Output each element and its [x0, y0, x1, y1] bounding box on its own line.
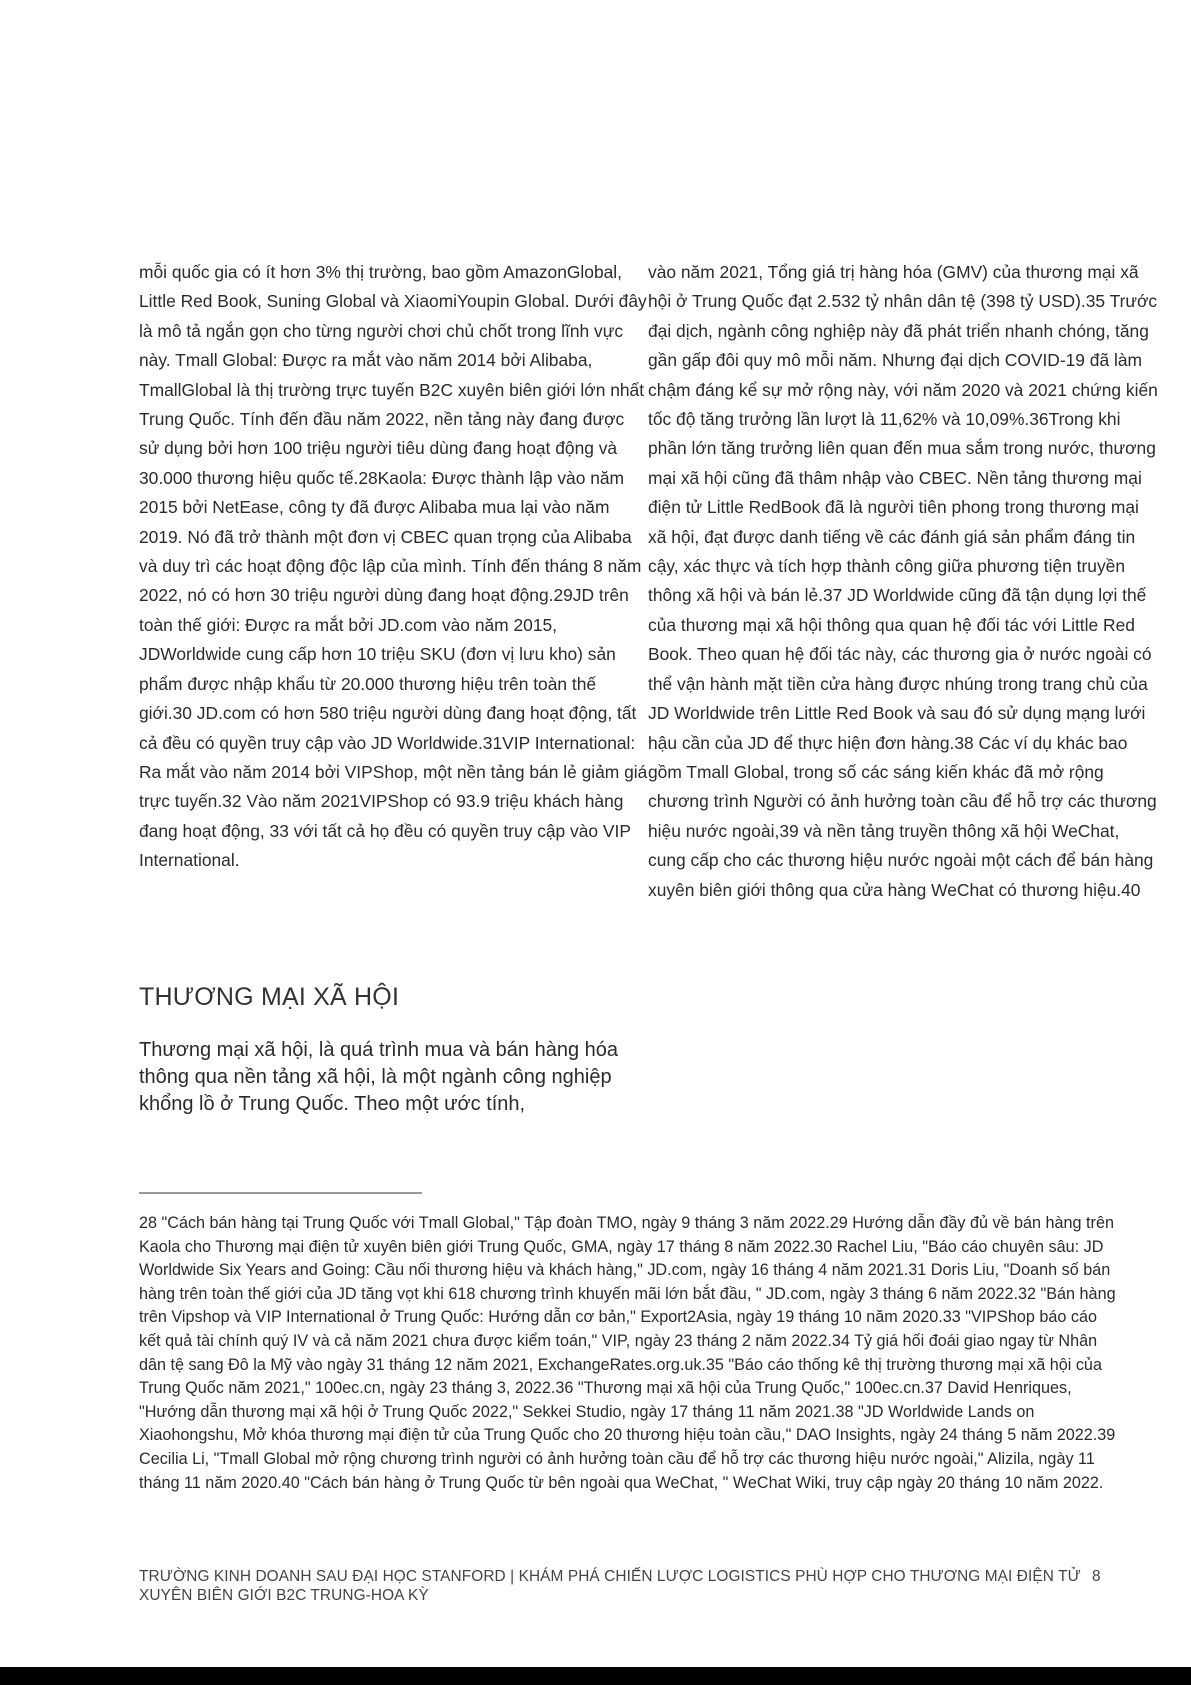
right-column: [648, 258, 1158, 905]
footnotes: 28 "Cách bán hàng tại Trung Quốc với Tmall Global," Tập đoàn TMO, ngày 9 tháng 3 năm 2022.29 Hướng dẫn đầy đủ về bán hàng trên Kaola cho Thương mại điện tử xuyên biên giới Trung Quốc, GMA, ngày 17 tháng 8 năm 2022.30 Rachel Liu, "Báo cáo chuyên sâu: JD Worldwide Six Years and Going: Cầu nối thương hiệu và khách hàng," JD.com, ngày 16 tháng 4 năm 2021.31 Doris Liu, "Doanh số bán hàng trên toàn thế giới của JD tăng vọt khi 618 chương trình khuyến mãi lớn bắt đầu, " JD.com, ngày 3 tháng 6 năm 2022.32 "Bán hàng trên Vipshop và VIP International ở Trung Quốc: Hướng dẫn cơ bản," Export2Asia, ngày 19 tháng 10 năm 2020.33 "VIPShop báo cáo kết quả tài chính quý IV và cả năm 2021 chưa được kiểm toán," VIP, ngày 23 tháng 2 năm 2022.34 Tỷ giá hối đoái giao ngay từ Nhân dân tệ sang Đô la Mỹ vào ngày 31 tháng 12 năm 2021, ExchangeRates.org.uk.35 "Báo cáo thống kê thị trường thương mại xã hội của Trung Quốc năm 2021," 100ec.cn, ngày 23 tháng 3, 2022.36 "Thương mại xã hội của Trung Quốc," 100ec.cn.37 David Henriques, "Hướng dẫn thương mại xã hội ở Trung Quốc 2022," Sekkei Studio, ngày 17 tháng 11 năm 2021.38 "JD Worldwide Lands on Xiaohongshu, Mở khóa thương mại điện tử của Trung Quốc cho 20 thương hiệu toàn cầu," DAO Insights, ngày 24 tháng 5 năm 2022.39 Cecilia Li, "Tmall Global mở rộng chương trình người có ảnh hưởng toàn cầu để hỗ trợ các thương hiệu nước ngoài," Alizila, ngày 11 tháng 11 năm 2020.40 "Cách bán hàng ở Trung Quốc từ bên ngoài qua WeChat, " WeChat Wiki, truy cập ngày 20 tháng 10 năm 2022.: [139, 1214, 1116, 1492]
section-lead-paragraph: Thương mại xã hội, là quá trình mua và bán hàng hóa thông qua nền tảng xã hội, là một ngành công nghiệp khổng lồ ở Trung Quốc. Theo một ước tính,: [139, 1039, 619, 1115]
section-heading: THƯƠNG MẠI XÃ HỘI: [139, 983, 400, 1011]
left-column-text: mỗi quốc gia có ít hơn 3% thị trường, bao gồm AmazonGlobal, Little Red Book, Suning Global và XiaomiYoupin Global. Dưới đây là mô tả ngắn gọn cho từng người chơi chủ chốt trong lĩnh vực này. Tmall Global: Được ra mắt vào năm 2014 bởi Alibaba, TmallGlobal là thị trường trực tuyến B2C xuyên biên giới lớn nhất Trung Quốc. Tính đến đầu năm 2022, nền tảng này đang được sử dụng bởi hơn 100 triệu người tiêu dùng đang hoạt động và 30.000 thương hiệu quốc tế.28Kaola: Được thành lập vào năm 2015 bởi NetEase, công ty đã được Alibaba mua lại vào năm 2019. Nó đã trở thành một đơn vị CBEC quan trọng của Alibaba và duy trì các hoạt động độc lập của mình. Tính đến tháng 8 năm 2022, nó có hơn 30 triệu người dùng đang hoạt động.29JD trên toàn thế giới: Được ra mắt bởi JD.com vào năm 2015, JDWorldwide cung cấp hơn 10 triệu SKU (đơn vị lưu kho) sản phẩm được nhập khẩu từ 20.000 thương hiệu trên toàn thế giới.30 JD.com có hơn 580 triệu người dùng đang hoạt động, tất cả đều có quyền truy cập vào JD Worldwide.31VIP International: Ra mắt vào năm 2014 bởi VIPShop, một nền tảng bán lẻ giảm giá trực tuyến.32 Vào năm 2021VIPShop có 93.9 triệu khách hàng đang hoạt động, 33 với tất cả họ đều có quyền truy cập vào VIP International.: [139, 262, 648, 871]
right-column-text: vào năm 2021, Tổng giá trị hàng hóa (GMV) của thương mại xã hội ở Trung Quốc đạt 2.532 tỷ nhân dân tệ (398 tỷ USD).35 Trước đại dịch, ngành công nghiệp này đã phát triển nhanh chóng, tăng gần gấp đôi quy mô mỗi năm. Nhưng đại dịch COVID-19 đã làm chậm đáng kể sự mở rộng này, với năm 2020 và 2021 chứng kiến tốc độ tăng trưởng lần lượt là 11,62% và 10,09%.36Trong khi phần lớn tăng trưởng liên quan đến mua sắm trong nước, thương mại xã hội cũng đã thâm nhập vào CBEC. Nền tảng thương mại điện tử Little RedBook đã là người tiên phong trong thương mại xã hội, đạt được danh tiếng về các đánh giá sản phẩm đáng tin cậy, xác thực và tích hợp thành công giữa phương tiện truyền thông xã hội và bán lẻ.37 JD Worldwide cũng đã tận dụng lợi thế của thương mại xã hội thông qua quan hệ đối tác với Little Red Book. Theo quan hệ đối tác này, các thương gia ở nước ngoài có thể vận hành mặt tiền cửa hàng được nhúng trong trang chủ của JD Worldwide trên Little Red Book và sau đó sử dụng mạng lưới hậu cần của JD để thực hiện đơn hàng.38 Các ví dụ khác bao gồm Tmall Global, trong số các sáng kiến khác đã mở rộng chương trình Người có ảnh hưởng toàn cầu để hỗ trợ các thương hiệu nước ngoài,39 và nền tảng truyền thông xã hội WeChat, cung cấp cho các thương hiệu nước ngoài một cách để bán hàng xuyên biên giới thông qua cửa hàng WeChat có thương hiệu.40: [648, 262, 1158, 900]
footnote-divider: [139, 1192, 422, 1194]
page-number: 8: [1092, 1568, 1101, 1585]
page-footer: TRƯỜNG KINH DOANH SAU ĐẠI HỌC STANFORD | KHÁM PHÁ CHIẾN LƯỢC LOGISTICS PHÙ HỢP CHO THƯƠNG MẠI ĐIỆN TỬ XUYÊN BIÊN GIỚI B2C TRUNG-HOA KỲ: [139, 1568, 1081, 1604]
left-column: [139, 258, 649, 876]
bottom-edge-bar: [0, 1667, 1191, 1685]
